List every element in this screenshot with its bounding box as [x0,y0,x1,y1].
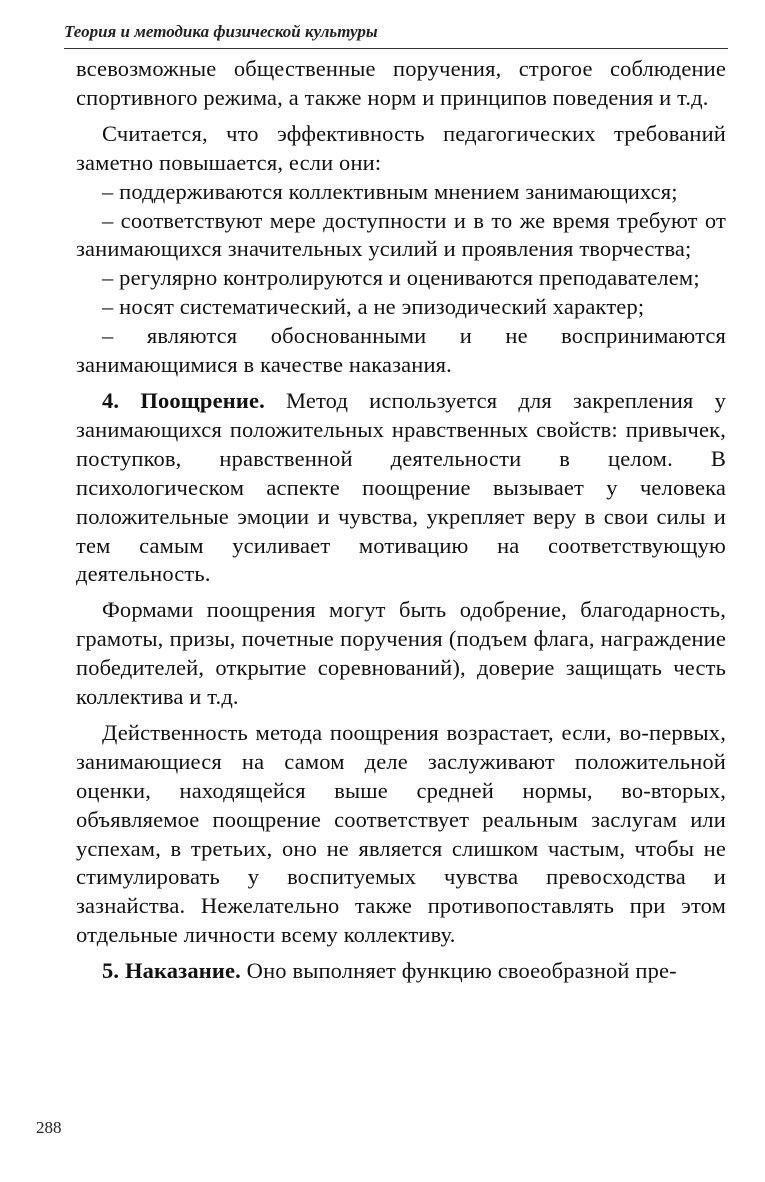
section-text-punishment: Оно выполняет функцию своеобразной пре- [240,958,677,984]
list-item: – регулярно контролируются и оцениваются преподавателем; [102,265,700,291]
paragraph-requirements-intro: Считается, что эффективность педагогических требований заметно повышается, если они: [76,120,726,175]
header-rule [64,48,728,49]
paragraph-effectiveness: Действенность метода поощрения возрастает, если, во-первых, занимающиеся на самом деле заслуживают положительной оценки, находящейся выше средней нормы, во-вторых, объявляемое поощрение соответствует реальным заслугам или успехам, в третьих, оно не является слишком частым, чтобы не стимулировать у воспитуемых чувства превосходства и зазнайства. Нежелательно также противопоставлять при этом отдельные личности всему коллективу. [76,719,726,948]
paragraph-forms: Формами поощрения могут быть одобрение, благодарность, грамоты, призы, почетные поручения (подъем флага, награждение победителей, открытие соревнований), доверие защищать честь коллектива и т.д. [76,597,726,710]
list-item: – являются обоснованными и не воспринимаются занимающимися в качестве наказания. [76,323,726,378]
paragraph-continuation: всевозможные общественные поручения, строгое соблюдение спортивного режима, а также норм и принципов поведения и т.д. [76,56,726,110]
list-item: – поддерживаются коллективным мнением занимающихся; [102,178,678,204]
list-item: – носят систематический, а не эпизодический характер; [102,294,645,320]
page-number: 288 [36,1118,62,1137]
running-title: Теория и методика физической культуры [64,22,378,41]
section-text-encouragement: Метод используется для закрепления у занимающихся положительных нравственных свойств: привычек, поступков, нравственной деятельности в целом. В психологическом аспекте поощрение вызывает у человека положительные эмоции и чувства, укрепляет веру в свои силы и тем самым усиливает мотивацию на соответствующую деятельность. [76,387,726,587]
section-punishment [76,957,726,986]
section-heading-encouragement: 4. Поощрение. [102,387,265,413]
body-text [76,55,726,986]
list-item: – соответствуют мере доступности и в то же время требуют от занимающихся значительных усилий и проявления творчества; [76,207,726,262]
section-encouragement [76,387,726,589]
section-heading-punishment: 5. Наказание. [102,958,241,984]
